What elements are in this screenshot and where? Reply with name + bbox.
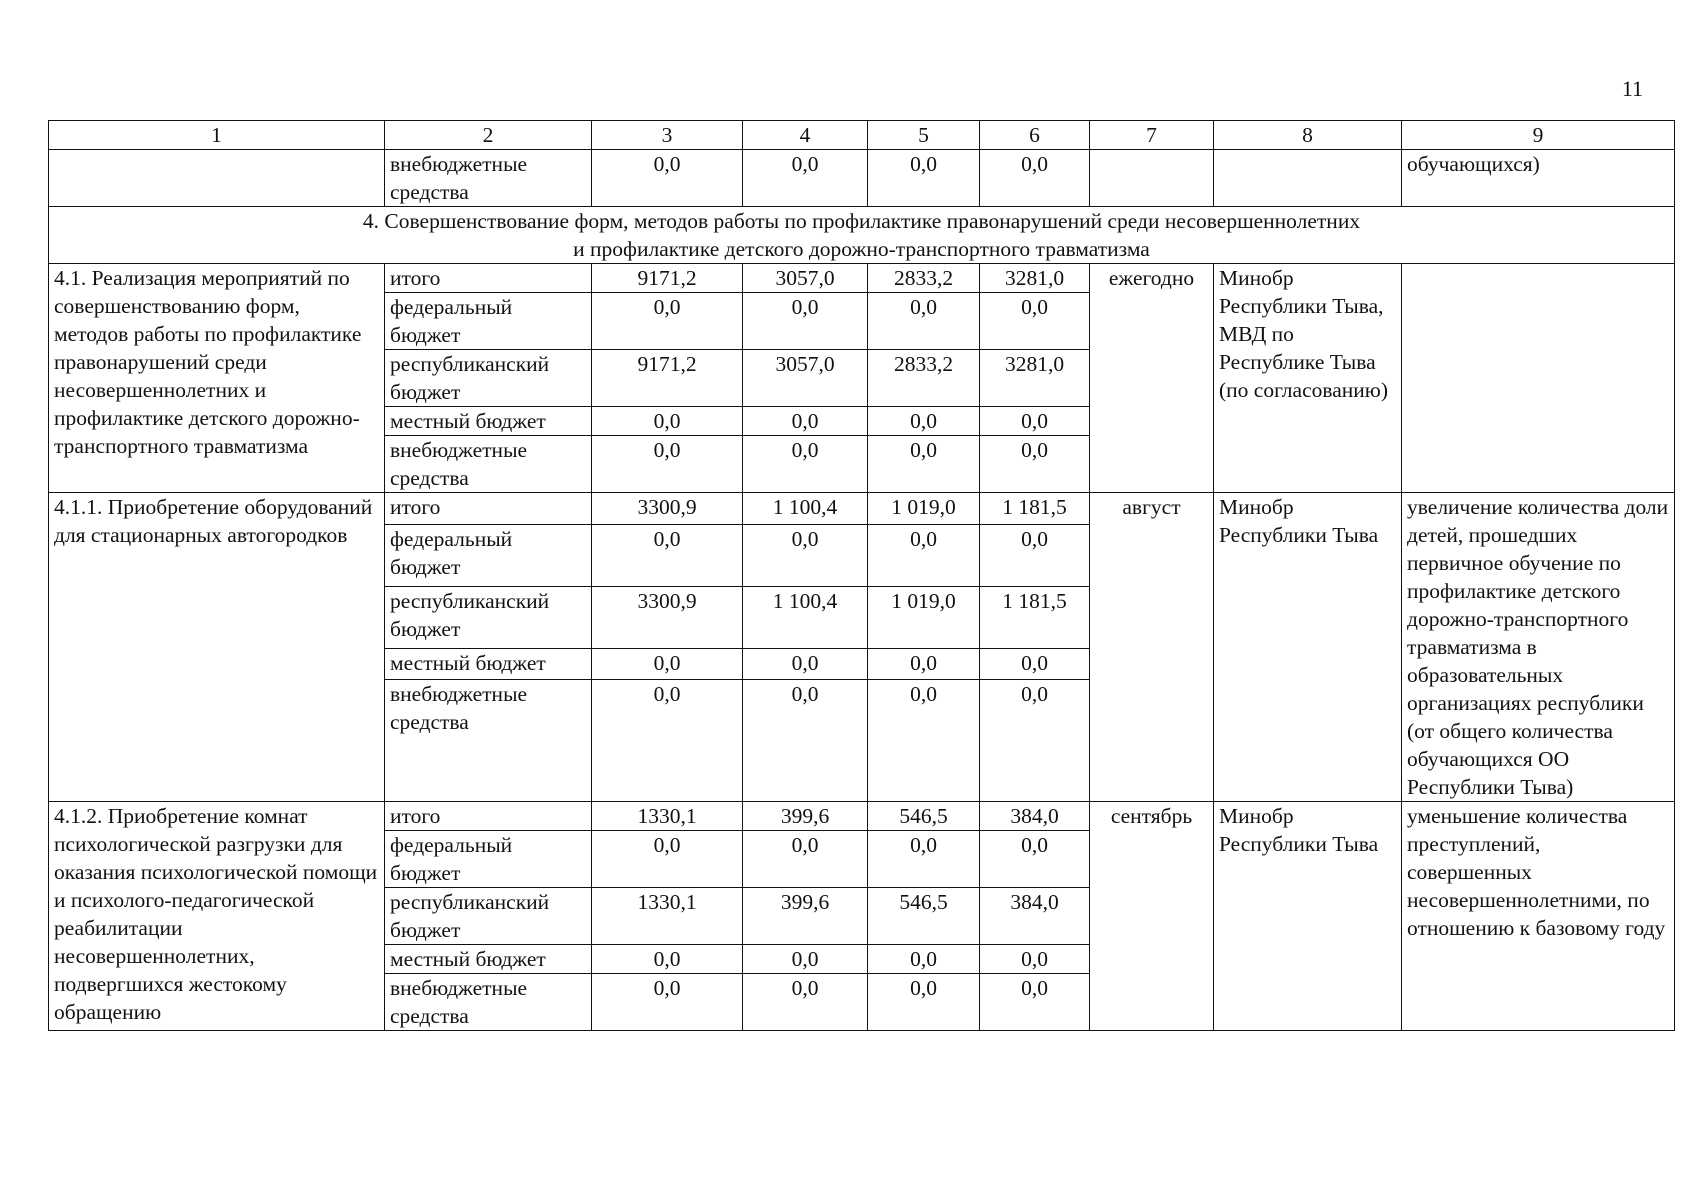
header-cell: 2: [385, 121, 592, 150]
value-cell: 0,0: [743, 648, 868, 680]
funding-source: внебюджетные средства: [385, 150, 592, 207]
value-cell: 0,0: [743, 436, 868, 493]
value-cell: 0,0: [592, 831, 743, 888]
header-cell: 3: [592, 121, 743, 150]
value-cell: 0,0: [592, 648, 743, 680]
table-row: [49, 150, 1675, 207]
header-cell: 5: [868, 121, 980, 150]
value-cell: 0,0: [980, 150, 1090, 207]
value-cell: 399,6: [743, 802, 868, 831]
activity-title: 4.1.1. Приобретение оборудований для стационарных автогородков: [49, 493, 385, 802]
activity-title: 4.1. Реализация мероприятий по совершенствованию форм, методов работы по профилактике правонарушений среди несовершеннолетних и профилактике детского дорожно-транспортного травматизма: [49, 264, 385, 493]
value-cell: 0,0: [980, 293, 1090, 350]
header-cell: 6: [980, 121, 1090, 150]
period-cell: сентябрь: [1090, 802, 1214, 1031]
value-cell: 3300,9: [592, 493, 743, 525]
value-cell: 1 019,0: [868, 493, 980, 525]
result-cell: уменьшение количества преступлений, совершенных несовершеннолетними, по отношению к базовому году: [1402, 802, 1675, 1031]
empty-cell: [49, 150, 385, 207]
funding-source: республиканский бюджет: [385, 888, 592, 945]
header-cell: 9: [1402, 121, 1675, 150]
value-cell: 1 181,5: [980, 493, 1090, 525]
value-cell: 0,0: [743, 680, 868, 802]
value-cell: 1 100,4: [743, 586, 868, 648]
value-cell: 546,5: [868, 888, 980, 945]
executor-cell: Минобр Республики Тыва: [1214, 802, 1402, 1031]
header-cell: 4: [743, 121, 868, 150]
header-cell: 1: [49, 121, 385, 150]
section-heading-line: 4. Совершенствование форм, методов работы по профилактике правонарушений среди несовершеннолетних: [362, 209, 1361, 233]
value-cell: 0,0: [743, 407, 868, 436]
value-cell: 0,0: [980, 436, 1090, 493]
value-cell: 0,0: [868, 648, 980, 680]
header-cell: 7: [1090, 121, 1214, 150]
value-cell: 0,0: [868, 680, 980, 802]
funding-source: местный бюджет: [385, 648, 592, 680]
value-cell: 9171,2: [592, 350, 743, 407]
page-number: 11: [1621, 76, 1643, 101]
funding-source: итого: [385, 493, 592, 525]
value-cell: 0,0: [868, 945, 980, 974]
value-cell: 0,0: [743, 974, 868, 1031]
value-cell: 3057,0: [743, 350, 868, 407]
section-heading-line: и профилактике детского дорожно-транспортного травматизма: [573, 237, 1150, 261]
value-cell: 0,0: [743, 524, 868, 586]
value-cell: 0,0: [868, 436, 980, 493]
result-cell: увеличение количества доли детей, прошедших первичное обучение по профилактике детского дорожно-транспортного травматизма в образовательных организациях республики (от общего количества обучающихся ОО Республики Тыва): [1402, 493, 1675, 802]
funding-source: внебюджетные средства: [385, 680, 592, 802]
empty-cell: [1090, 150, 1214, 207]
value-cell: 0,0: [592, 945, 743, 974]
value-cell: 3281,0: [980, 350, 1090, 407]
value-cell: 3300,9: [592, 586, 743, 648]
value-cell: 0,0: [868, 974, 980, 1031]
value-cell: 0,0: [592, 150, 743, 207]
funding-source: республиканский бюджет: [385, 586, 592, 648]
table-row: [49, 264, 1675, 293]
table-row: [49, 493, 1675, 525]
value-cell: 0,0: [980, 648, 1090, 680]
value-cell: 384,0: [980, 802, 1090, 831]
value-cell: 0,0: [743, 293, 868, 350]
value-cell: 1330,1: [592, 888, 743, 945]
empty-cell: [1214, 150, 1402, 207]
section-heading: [49, 207, 1675, 264]
value-cell: 1330,1: [592, 802, 743, 831]
funding-source: федеральный бюджет: [385, 831, 592, 888]
value-cell: 9171,2: [592, 264, 743, 293]
funding-source: местный бюджет: [385, 945, 592, 974]
table-row: [49, 802, 1675, 831]
funding-source: федеральный бюджет: [385, 293, 592, 350]
header-cell: 8: [1214, 121, 1402, 150]
value-cell: 0,0: [592, 524, 743, 586]
value-cell: 0,0: [743, 831, 868, 888]
value-cell: 2833,2: [868, 350, 980, 407]
value-cell: 0,0: [592, 974, 743, 1031]
funding-source: местный бюджет: [385, 407, 592, 436]
activity-title: 4.1.2. Приобретение комнат психологической разгрузки для оказания психологической помощи и психолого-педагогической реабилитации несовершеннолетних, подвергшихся жестокому обращению: [49, 802, 385, 1031]
value-cell: 0,0: [868, 407, 980, 436]
value-cell: 0,0: [868, 831, 980, 888]
value-cell: 399,6: [743, 888, 868, 945]
funding-source: федеральный бюджет: [385, 524, 592, 586]
value-cell: 0,0: [592, 407, 743, 436]
funding-source: внебюджетные средства: [385, 436, 592, 493]
value-cell: 546,5: [868, 802, 980, 831]
result-cell: [1402, 264, 1675, 493]
value-cell: 0,0: [980, 524, 1090, 586]
value-cell: 0,0: [868, 150, 980, 207]
value-cell: 0,0: [980, 680, 1090, 802]
funding-source: итого: [385, 802, 592, 831]
result-cell: обучающихся): [1402, 150, 1675, 207]
value-cell: 1 100,4: [743, 493, 868, 525]
value-cell: 0,0: [868, 524, 980, 586]
value-cell: 0,0: [980, 945, 1090, 974]
value-cell: 0,0: [592, 680, 743, 802]
funding-source: итого: [385, 264, 592, 293]
value-cell: 0,0: [743, 150, 868, 207]
section-row: [49, 207, 1675, 264]
value-cell: 0,0: [980, 407, 1090, 436]
executor-cell: Минобр Республики Тыва: [1214, 493, 1402, 802]
value-cell: 0,0: [980, 831, 1090, 888]
value-cell: 0,0: [592, 293, 743, 350]
period-cell: ежегодно: [1090, 264, 1214, 493]
value-cell: 1 181,5: [980, 586, 1090, 648]
value-cell: 1 019,0: [868, 586, 980, 648]
value-cell: 0,0: [743, 945, 868, 974]
value-cell: 2833,2: [868, 264, 980, 293]
program-table: [48, 120, 1675, 1031]
period-cell: август: [1090, 493, 1214, 802]
header-row: [49, 121, 1675, 150]
funding-source: республиканский бюджет: [385, 350, 592, 407]
value-cell: 0,0: [868, 293, 980, 350]
value-cell: 3057,0: [743, 264, 868, 293]
value-cell: 0,0: [592, 436, 743, 493]
value-cell: 0,0: [980, 974, 1090, 1031]
value-cell: 3281,0: [980, 264, 1090, 293]
executor-cell: Минобр Республики Тыва, МВД по Республике Тыва (по согласованию): [1214, 264, 1402, 493]
funding-source: внебюджетные средства: [385, 974, 592, 1031]
value-cell: 384,0: [980, 888, 1090, 945]
